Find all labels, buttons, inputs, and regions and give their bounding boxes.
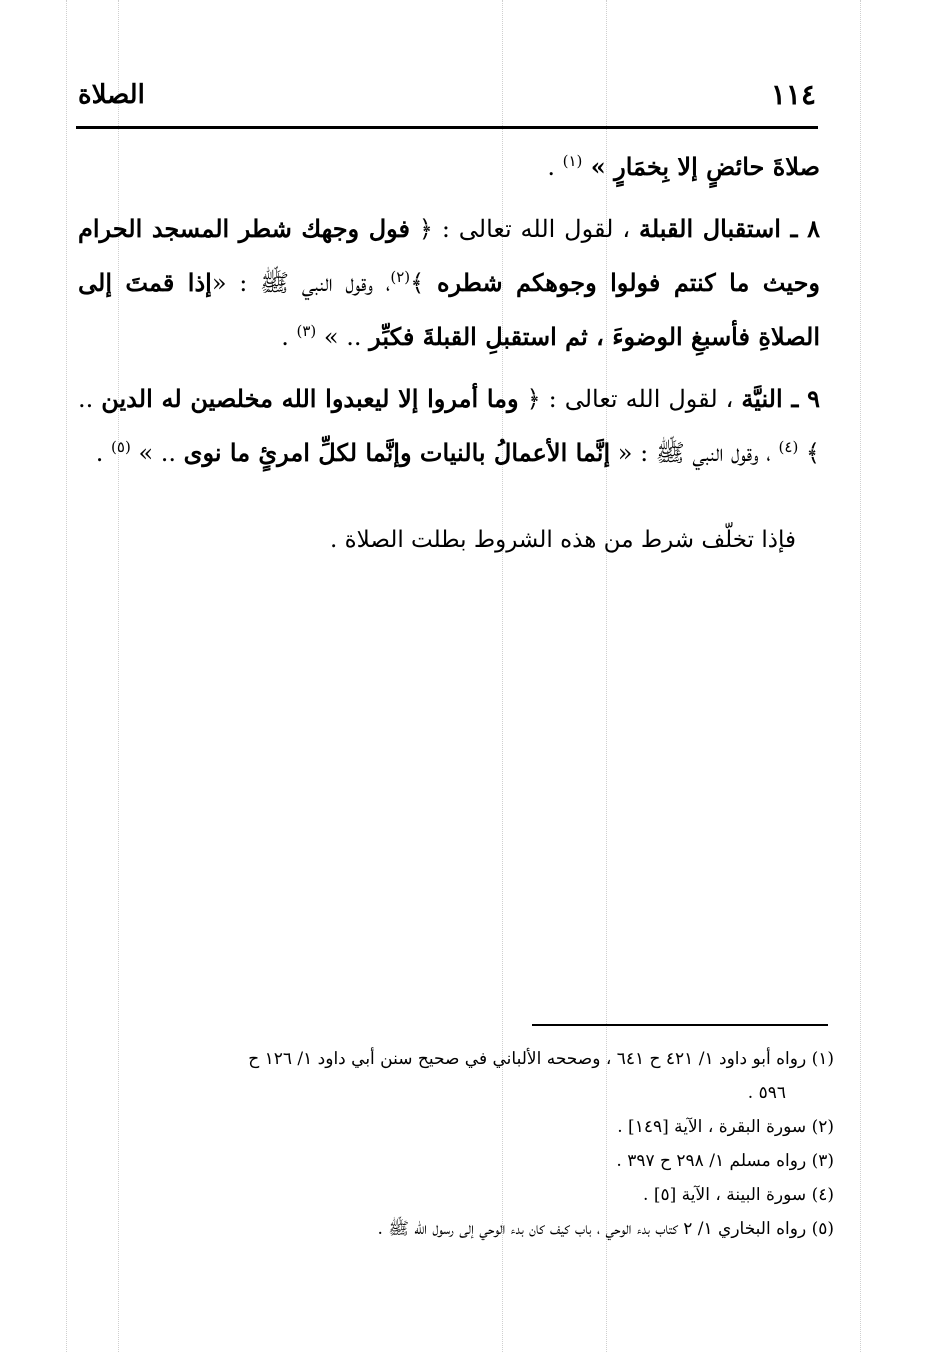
punctuation: . [281, 323, 297, 351]
quran-verse: وما أمروا إلا ليعبدوا الله مخلصين له الدين [101, 384, 519, 413]
text-segment: .. » [130, 439, 184, 467]
page-number: ١١٤ [770, 78, 816, 111]
text-segment: ، وقول النبي ﷺ : « [211, 269, 391, 297]
paragraph-continuation [78, 140, 820, 194]
footnote-1-continuation: ٥٩٦ . [747, 1083, 786, 1103]
condition-9-paragraph [78, 372, 820, 480]
text-segment: ، لقول الله تعالى : ﴿ [518, 385, 742, 413]
hadith-text: إنَّما الأعمالُ بالنيات وإنَّما لكلِّ امرئٍ ما نوى [183, 438, 611, 467]
text-segment: .. ﴾ [78, 385, 820, 467]
main-text [78, 140, 820, 480]
text-segment: ، وقول النبي ﷺ : « [610, 439, 779, 467]
footnotes [90, 1042, 834, 1246]
footnote-ref: (٢) [390, 268, 411, 286]
punctuation: . [95, 439, 112, 467]
footnote-ref: (٤) [778, 438, 799, 456]
footnote-3: (٣) رواه مسلم ١/ ٢٩٨ ح ٣٩٧ . [616, 1151, 834, 1171]
hadith-text: صلاةَ حائضٍ إلا بِخمَارٍ » [582, 152, 820, 181]
condition-number: ٩ ـ [782, 384, 820, 413]
condition-heading: النيَّة [741, 384, 783, 413]
text-segment: .. » [316, 323, 370, 351]
running-title: الصلاة [78, 80, 145, 110]
closing-sentence: فإذا تخلّف شرط من هذه الشروط بطلت الصلاة . [330, 527, 796, 553]
header-rule [76, 126, 818, 129]
scan-artifact-line [66, 0, 67, 1352]
punctuation: . [547, 153, 563, 181]
condition-8-paragraph [78, 202, 820, 364]
hadith-text: إذا قمتَ إلى الصلاةِ فأسبغِ الوضوءَ ، ثم استقبلِ القبلةَ فكبِّر [78, 268, 820, 351]
footnote-ref: (٥) [111, 438, 131, 456]
condition-heading: استقبال القبلة [638, 214, 781, 243]
footnote-ref: (٣) [296, 322, 317, 340]
condition-number: ٨ ـ [780, 214, 820, 243]
footnote-2: (٢) سورة البقرة ، الآية [١٤٩] . [617, 1117, 834, 1137]
scan-artifact-line [860, 0, 861, 1352]
text-segment: ، لقول الله تعالى : ﴿ [410, 215, 639, 243]
footnote-1: (١) رواه أبو داود ١/ ٤٢١ ح ٦٤١ ، وصححه الألباني في صحيح سنن أبي داود ١/ ١٢٦ ح [248, 1049, 834, 1069]
footnote-ref: (١) [562, 152, 583, 170]
footnote-4: (٤) سورة البينة ، الآية [٥] . [643, 1185, 834, 1205]
footnote-rule [532, 1024, 828, 1026]
quran-verse: فول وجهك شطر المسجد الحرام وحيث ما كنتم فولوا وجوهكم شطره [78, 214, 820, 297]
text-segment: ﴾ [410, 269, 437, 297]
footnote-5: (٥) رواه البخاري ١/ ٢ كتاب بدء الوحي ، باب كيف كان بدء الوحي إلى رسول الله ﷺ . [377, 1219, 834, 1239]
